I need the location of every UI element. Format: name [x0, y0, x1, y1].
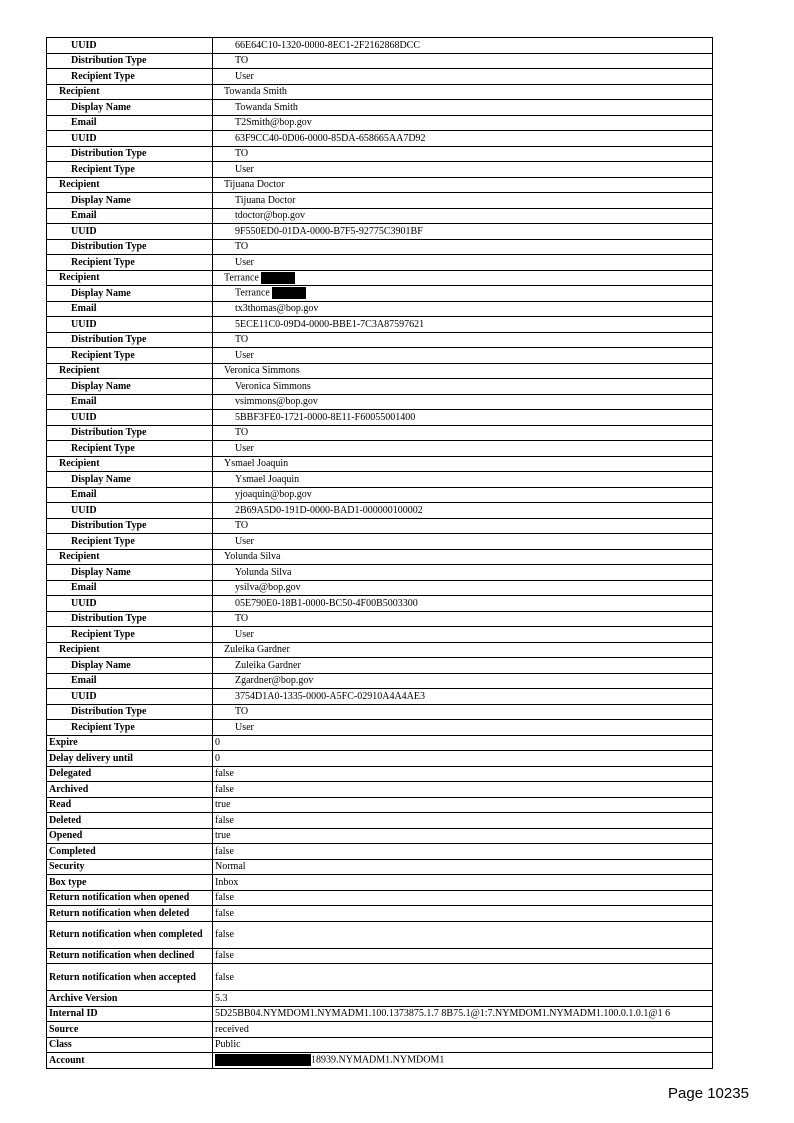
field-value-email [213, 208, 713, 224]
property-row [47, 906, 713, 922]
field-label-display-name: Display Name [47, 193, 213, 209]
property-value-text: false [215, 929, 234, 940]
property-row [47, 766, 713, 782]
property-value-text: false [215, 845, 234, 857]
field-value-text: 63F9CC40-0D06-0000-85DA-658665AA7D92 [235, 132, 426, 144]
field-value-display-name [213, 100, 713, 116]
recipient-field-row [47, 146, 713, 162]
property-value-delay-delivery-until [213, 751, 713, 767]
field-value-text: 5ECE11C0-09D4-0000-BBE1-7C3A87597621 [235, 318, 425, 330]
recipient-field-row [47, 720, 713, 736]
page-number: Page 10235 [668, 1085, 749, 1102]
field-label-uuid: UUID [47, 596, 213, 612]
recipient-row [47, 363, 713, 379]
field-value-text: 2B69A5D0-191D-0000-BAD1-000000100002 [235, 504, 423, 516]
field-value-email [213, 487, 713, 503]
field-value-text: tx3thomas@bop.gov [235, 303, 319, 315]
recipient-field-row [47, 224, 713, 240]
field-value-text: T2Smith@bop.gov [235, 117, 312, 129]
field-value-text: Zgardner@bop.gov [235, 675, 314, 687]
property-value-expire [213, 735, 713, 751]
property-value-return-notification-when-opened [213, 890, 713, 906]
property-label-return-notification-when-accepted: Return notification when accepted [47, 964, 213, 991]
field-value-recipient [213, 642, 713, 658]
field-value-text: Ysmael Joaquin [224, 458, 289, 470]
recipient-row [47, 177, 713, 193]
field-value-text: TO [235, 613, 249, 625]
recipient-row [47, 270, 713, 286]
property-value-archive-version [213, 991, 713, 1007]
field-value-recipient [213, 177, 713, 193]
property-label-return-notification-when-completed: Return notification when completed [47, 921, 213, 948]
property-value-class [213, 1037, 713, 1053]
recipient-field-row [47, 410, 713, 426]
field-label-recipient: Recipient [47, 84, 213, 100]
field-value-text: User [235, 721, 254, 733]
recipient-field-row [47, 162, 713, 178]
field-value-recipient-type [213, 627, 713, 643]
property-label-deleted: Deleted [47, 813, 213, 829]
field-value-distribution-type [213, 332, 713, 348]
property-label-return-notification-when-opened: Return notification when opened [47, 890, 213, 906]
property-label-account: Account [47, 1053, 213, 1069]
property-value-security [213, 859, 713, 875]
field-label-recipient-type: Recipient Type [47, 69, 213, 85]
property-value-text: false [215, 814, 234, 826]
field-value-recipient [213, 549, 713, 565]
property-row [47, 813, 713, 829]
recipient-field-row [47, 627, 713, 643]
property-value-source [213, 1022, 713, 1038]
field-value-distribution-type [213, 704, 713, 720]
recipient-field-row [47, 394, 713, 410]
property-row [47, 921, 713, 948]
recipient-field-row [47, 53, 713, 69]
recipient-field-row [47, 518, 713, 534]
field-value-distribution-type [213, 611, 713, 627]
field-value-text: TO [235, 706, 249, 718]
field-value-text: TO [235, 55, 249, 67]
recipient-field-row [47, 100, 713, 116]
property-row [47, 844, 713, 860]
field-label-email: Email [47, 115, 213, 131]
property-row [47, 1037, 713, 1053]
property-value-text: 0 [215, 737, 220, 749]
field-label-recipient: Recipient [47, 456, 213, 472]
field-value-display-name [213, 379, 713, 395]
recipient-field-row [47, 286, 713, 302]
property-value-text: true [215, 830, 231, 842]
property-row [47, 875, 713, 891]
recipient-field-row [47, 689, 713, 705]
property-label-expire: Expire [47, 735, 213, 751]
field-value-distribution-type [213, 53, 713, 69]
field-value-text: Ysmael Joaquin [235, 473, 300, 485]
field-value-uuid [213, 689, 713, 705]
field-value-email [213, 115, 713, 131]
field-value-text: Veronica Simmons [224, 365, 300, 377]
property-value-archived [213, 782, 713, 798]
property-value-opened [213, 828, 713, 844]
field-label-distribution-type: Distribution Type [47, 518, 213, 534]
field-label-recipient-type: Recipient Type [47, 255, 213, 271]
field-label-uuid: UUID [47, 38, 213, 54]
field-value-text: User [235, 535, 254, 547]
recipient-row [47, 642, 713, 658]
recipient-row [47, 549, 713, 565]
field-value-text: Zuleika Gardner [235, 659, 301, 671]
metadata-table [46, 37, 713, 1069]
property-value-text: false [215, 783, 234, 795]
property-row [47, 735, 713, 751]
recipient-field-row [47, 332, 713, 348]
recipient-field-row [47, 348, 713, 364]
property-label-return-notification-when-declined: Return notification when declined [47, 948, 213, 964]
property-value-text: false [215, 768, 234, 780]
field-value-text: Yolunda Silva [235, 566, 292, 578]
property-value-text: Inbox [215, 876, 239, 888]
field-label-display-name: Display Name [47, 379, 213, 395]
property-label-return-notification-when-deleted: Return notification when deleted [47, 906, 213, 922]
field-value-text: Zuleika Gardner [224, 644, 290, 656]
field-value-recipient-type [213, 720, 713, 736]
field-value-distribution-type [213, 425, 713, 441]
field-value-text: 66E64C10-1320-0000-8EC1-2F2162868DCC [235, 39, 420, 51]
field-value-text: User [235, 628, 254, 640]
property-label-delay-delivery-until: Delay delivery until [47, 751, 213, 767]
field-value-distribution-type [213, 239, 713, 255]
field-value-uuid [213, 410, 713, 426]
field-value-display-name [213, 472, 713, 488]
recipient-field-row [47, 255, 713, 271]
property-value-text: received [215, 1023, 249, 1035]
field-value-recipient [213, 84, 713, 100]
property-row [47, 948, 713, 964]
property-value-text: 0 [215, 752, 220, 764]
field-value-uuid [213, 596, 713, 612]
property-label-internal-id: Internal ID [47, 1006, 213, 1022]
field-value-text: TO [235, 427, 249, 439]
property-value-text: false [215, 971, 234, 983]
property-value-text: 5D25BB04.NYMDOM1.NYMADM1.100.1373875.1.7 8B75.1@1:7.NYMDOM1.NYMADM1.100.0.1.0.1@1 6 [215, 1008, 671, 1020]
field-label-distribution-type: Distribution Type [47, 611, 213, 627]
recipient-field-row [47, 69, 713, 85]
property-value-internal-id [213, 1006, 713, 1022]
property-label-delegated: Delegated [47, 766, 213, 782]
field-value-text: User [235, 256, 254, 268]
field-label-email: Email [47, 394, 213, 410]
field-value-distribution-type [213, 518, 713, 534]
redaction-box [261, 272, 295, 284]
field-label-distribution-type: Distribution Type [47, 704, 213, 720]
property-label-security: Security [47, 859, 213, 875]
field-value-uuid [213, 38, 713, 54]
property-value-return-notification-when-accepted [213, 964, 713, 991]
property-label-box-type: Box type [47, 875, 213, 891]
field-label-recipient-type: Recipient Type [47, 162, 213, 178]
field-value-text: 5BBF3FE0-1721-0000-8E11-F60055001400 [235, 411, 416, 423]
field-value-text: User [235, 442, 254, 454]
field-label-uuid: UUID [47, 503, 213, 519]
property-row [47, 828, 713, 844]
field-value-uuid [213, 224, 713, 240]
property-row [47, 991, 713, 1007]
field-value-text: Tijuana Doctor [224, 179, 285, 191]
field-value-text: Towanda Smith [235, 101, 298, 113]
property-row [47, 782, 713, 798]
property-row [47, 1022, 713, 1038]
recipient-field-row [47, 115, 713, 131]
field-value-text: 05E790E0-18B1-0000-BC50-4F00B5003300 [235, 597, 418, 609]
field-value-text: yjoaquin@bop.gov [235, 489, 312, 501]
field-label-uuid: UUID [47, 317, 213, 333]
property-value-box-type [213, 875, 713, 891]
field-value-text: TO [235, 241, 249, 253]
recipient-row [47, 84, 713, 100]
property-value-text: Normal [215, 861, 246, 873]
recipient-row [47, 456, 713, 472]
property-value-deleted [213, 813, 713, 829]
property-value-completed [213, 844, 713, 860]
redaction-box [215, 1054, 311, 1066]
field-label-recipient-type: Recipient Type [47, 348, 213, 364]
field-value-text: User [235, 70, 254, 82]
field-value-text: Terrance [235, 287, 270, 299]
field-label-email: Email [47, 208, 213, 224]
field-label-email: Email [47, 301, 213, 317]
property-label-read: Read [47, 797, 213, 813]
property-label-source: Source [47, 1022, 213, 1038]
field-label-distribution-type: Distribution Type [47, 146, 213, 162]
field-value-text: Tijuana Doctor [235, 194, 296, 206]
property-label-completed: Completed [47, 844, 213, 860]
property-value-text: 18939.NYMADM1.NYMDOM1 [311, 1054, 445, 1066]
property-value-text: true [215, 799, 231, 811]
property-label-opened: Opened [47, 828, 213, 844]
recipient-field-row [47, 208, 713, 224]
recipient-field-row [47, 565, 713, 581]
field-label-uuid: UUID [47, 689, 213, 705]
property-value-account [213, 1053, 713, 1069]
recipient-field-row [47, 441, 713, 457]
field-value-email [213, 301, 713, 317]
recipient-field-row [47, 193, 713, 209]
property-row [47, 890, 713, 906]
field-label-recipient-type: Recipient Type [47, 534, 213, 550]
recipient-field-row [47, 487, 713, 503]
recipient-field-row [47, 472, 713, 488]
property-label-archived: Archived [47, 782, 213, 798]
field-value-recipient-type [213, 255, 713, 271]
recipient-field-row [47, 704, 713, 720]
property-value-delegated [213, 766, 713, 782]
field-value-text: Towanda Smith [224, 86, 287, 98]
field-label-distribution-type: Distribution Type [47, 239, 213, 255]
recipient-field-row [47, 534, 713, 550]
field-value-recipient [213, 270, 713, 286]
field-value-email [213, 580, 713, 596]
property-value-text: Public [215, 1039, 241, 1051]
field-value-text: TO [235, 148, 249, 160]
recipient-field-row [47, 611, 713, 627]
field-value-uuid [213, 317, 713, 333]
field-label-display-name: Display Name [47, 472, 213, 488]
property-value-return-notification-when-declined [213, 948, 713, 964]
property-label-class: Class [47, 1037, 213, 1053]
field-label-distribution-type: Distribution Type [47, 425, 213, 441]
property-value-text: 5.3 [215, 992, 228, 1004]
field-label-recipient: Recipient [47, 363, 213, 379]
field-value-uuid [213, 503, 713, 519]
field-label-uuid: UUID [47, 410, 213, 426]
recipient-field-row [47, 580, 713, 596]
field-label-recipient: Recipient [47, 177, 213, 193]
property-label-archive-version: Archive Version [47, 991, 213, 1007]
field-value-text: 3754D1A0-1335-0000-A5FC-02910A4A4AE3 [235, 690, 425, 702]
field-value-recipient-type [213, 69, 713, 85]
field-label-display-name: Display Name [47, 100, 213, 116]
field-value-text: User [235, 163, 254, 175]
field-value-display-name [213, 193, 713, 209]
field-value-text: TO [235, 334, 249, 346]
recipient-field-row [47, 379, 713, 395]
field-label-recipient: Recipient [47, 549, 213, 565]
field-label-recipient: Recipient [47, 270, 213, 286]
field-value-recipient [213, 456, 713, 472]
field-value-recipient-type [213, 534, 713, 550]
field-label-recipient-type: Recipient Type [47, 720, 213, 736]
recipient-field-row [47, 503, 713, 519]
field-value-email [213, 673, 713, 689]
property-row [47, 797, 713, 813]
field-label-email: Email [47, 673, 213, 689]
recipient-field-row [47, 239, 713, 255]
property-value-text: false [215, 907, 234, 919]
field-value-text: Yolunda Silva [224, 551, 281, 563]
recipient-field-row [47, 658, 713, 674]
field-label-email: Email [47, 580, 213, 596]
property-row [47, 751, 713, 767]
field-value-recipient-type [213, 348, 713, 364]
recipient-field-row [47, 131, 713, 147]
recipient-field-row [47, 38, 713, 54]
field-value-text: TO [235, 520, 249, 532]
recipient-field-row [47, 317, 713, 333]
property-value-read [213, 797, 713, 813]
field-value-text: ysilva@bop.gov [235, 582, 301, 594]
property-value-text: false [215, 892, 234, 904]
field-label-uuid: UUID [47, 131, 213, 147]
field-value-display-name [213, 565, 713, 581]
property-value-text: false [215, 950, 234, 962]
field-value-uuid [213, 131, 713, 147]
field-value-display-name [213, 658, 713, 674]
field-value-text: tdoctor@bop.gov [235, 210, 306, 222]
property-row [47, 964, 713, 991]
field-value-text: vsimmons@bop.gov [235, 396, 318, 408]
field-value-text: User [235, 349, 254, 361]
field-value-distribution-type [213, 146, 713, 162]
recipient-field-row [47, 425, 713, 441]
field-label-uuid: UUID [47, 224, 213, 240]
field-value-text: Terrance [224, 272, 259, 284]
field-label-recipient: Recipient [47, 642, 213, 658]
field-value-recipient-type [213, 441, 713, 457]
field-value-display-name [213, 286, 713, 302]
field-label-display-name: Display Name [47, 286, 213, 302]
property-row [47, 1006, 713, 1022]
recipient-field-row [47, 301, 713, 317]
field-label-recipient-type: Recipient Type [47, 627, 213, 643]
field-label-distribution-type: Distribution Type [47, 332, 213, 348]
field-label-email: Email [47, 487, 213, 503]
property-value-return-notification-when-completed [213, 921, 713, 948]
redaction-box [272, 287, 306, 299]
field-value-text: 9F550ED0-01DA-0000-B7F5-92775C3901BF [235, 225, 423, 237]
field-label-display-name: Display Name [47, 565, 213, 581]
recipient-field-row [47, 596, 713, 612]
field-label-distribution-type: Distribution Type [47, 53, 213, 69]
field-label-recipient-type: Recipient Type [47, 441, 213, 457]
field-label-display-name: Display Name [47, 658, 213, 674]
property-row [47, 1053, 713, 1069]
property-value-return-notification-when-deleted [213, 906, 713, 922]
property-row [47, 859, 713, 875]
field-value-text: Veronica Simmons [235, 380, 311, 392]
recipient-field-row [47, 673, 713, 689]
field-value-recipient [213, 363, 713, 379]
field-value-recipient-type [213, 162, 713, 178]
field-value-email [213, 394, 713, 410]
